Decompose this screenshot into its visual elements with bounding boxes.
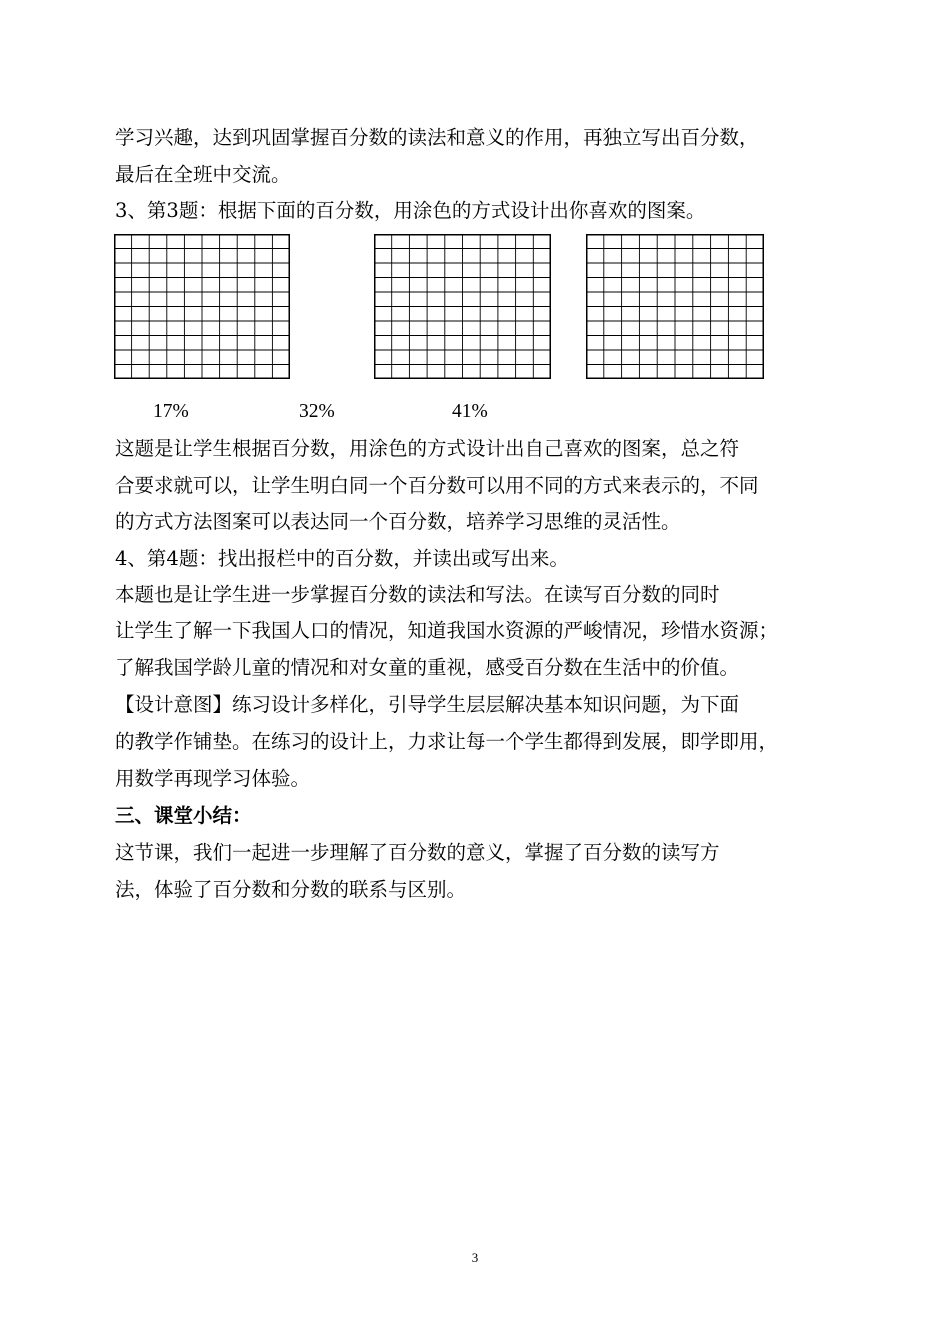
paragraph-line: 学习兴趣，达到巩固掌握百分数的读法和意义的作用，再独立写出百分数， xyxy=(115,126,759,149)
paragraph-line: 的教学作铺垫。在练习的设计上，力求让每一个学生都得到发展，即学即用， xyxy=(115,730,779,753)
percent-label-3: 41% xyxy=(452,401,488,422)
percent-label-1: 17% xyxy=(153,401,189,422)
page-number: 3 xyxy=(471,1250,479,1265)
design-intent-line: 【设计意图】练习设计多样化，引导学生层层解决基本知识问题，为下面 xyxy=(115,693,740,716)
hundred-grid-1 xyxy=(114,234,290,379)
percent-label-2: 32% xyxy=(299,401,335,422)
paragraph-line: 最后在全班中交流。 xyxy=(115,163,291,186)
paragraph-line: 用数学再现学习体验。 xyxy=(115,767,311,790)
paragraph-line: 的方式方法图案可以表达同一个百分数，培养学习思维的灵活性。 xyxy=(115,510,681,533)
question-4-heading: 4、第4题：找出报栏中的百分数，并读出或写出来。 xyxy=(115,547,569,570)
paragraph-line: 这节课，我们一起进一步理解了百分数的意义，掌握了百分数的读写方 xyxy=(115,841,720,864)
section-heading: 三、课堂小结： xyxy=(115,804,252,827)
question-3-heading: 3、第3题：根据下面的百分数，用涂色的方式设计出你喜欢的图案。 xyxy=(115,199,706,222)
hundred-grid-3 xyxy=(586,234,764,379)
paragraph-line: 法，体验了百分数和分数的联系与区别。 xyxy=(115,878,467,901)
paragraph-line: 这题是让学生根据百分数，用涂色的方式设计出自己喜欢的图案，总之符 xyxy=(115,437,740,460)
hundred-grid-2 xyxy=(374,234,551,379)
paragraph-line: 了解我国学龄儿童的情况和对女童的重视，感受百分数在生活中的价值。 xyxy=(115,656,740,679)
paragraph-line: 合要求就可以，让学生明白同一个百分数可以用不同的方式来表示的，不同 xyxy=(115,474,759,497)
paragraph-line: 本题也是让学生进一步掌握百分数的读法和写法。在读写百分数的同时 xyxy=(115,583,720,606)
paragraph-line: 让学生了解一下我国人口的情况，知道我国水资源的严峻情况，珍惜水资源； xyxy=(115,619,779,642)
